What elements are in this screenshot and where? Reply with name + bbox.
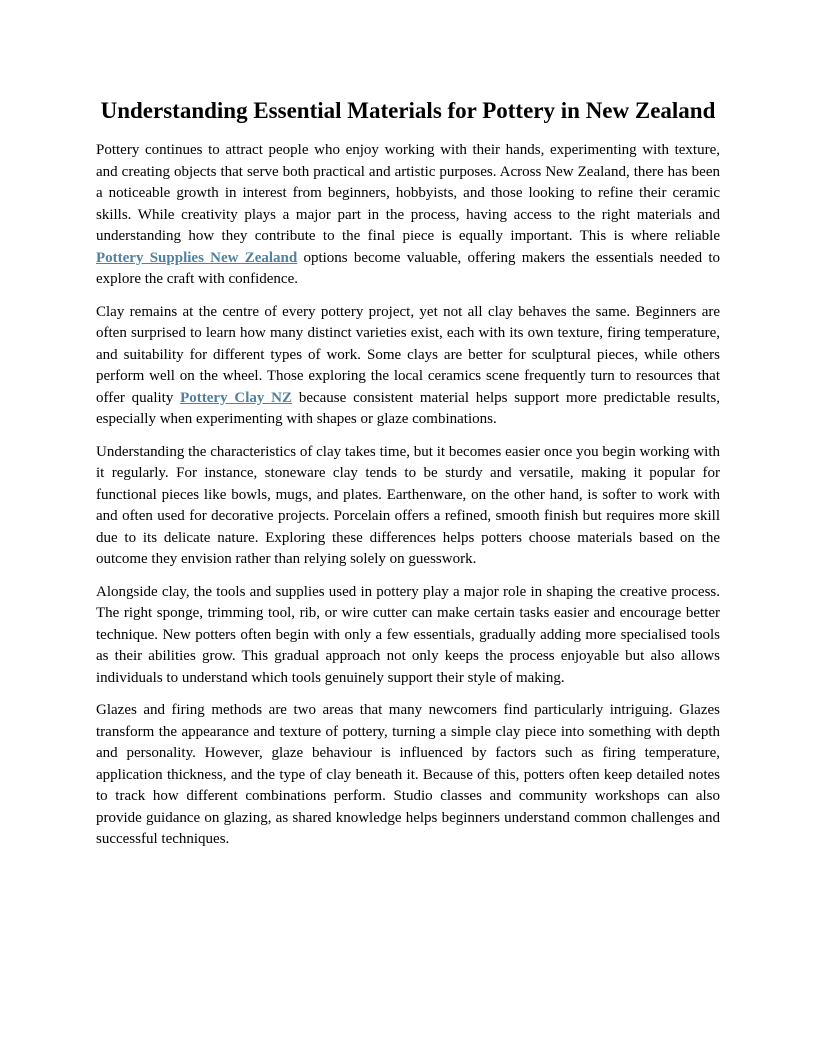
paragraph-glazes: Glazes and firing methods are two areas that many newcomers find particularly intriguing. Glazes transform the appearance and texture of pottery, turning a simple clay piece into something with depth and personality. However, glaze behaviour is influenced by factors such as firing temperature, application thickness, and the type of clay beneath it. Because of this, potters often keep detailed notes to track how different combinations perform. Studio classes and community workshops can also provide guidance on glazing, as shared knowledge helps beginners understand common challenges and successful techniques.	[96, 702, 720, 847]
paragraph-text: Clay remains at the centre of every pottery project, yet not all clay behaves the same. Beginners are often surprised to learn how many distinct varieties exist, each with its own texture, firing temperature, and suitability for different types of work. Some clays are better for sculptural pieces, while others perform well on the wheel. Those exploring the local ceramics scene frequently turn to resources that offer quality	[96, 303, 720, 406]
document-title: Understanding Essential Materials for Pottery in New Zealand	[100, 98, 716, 123]
paragraph-text: options become valuable, offering makers the essentials needed to explore the craft with confidence.	[96, 249, 720, 287]
pottery-supplies-link[interactable]: Pottery Supplies New Zealand	[96, 249, 298, 266]
paragraph-text: Pottery continues to attract people who enjoy working with their hands, experimenting with texture, and creating objects that serve both practical and artistic purposes. Across New Zealand, there has been a noticeable growth in interest from beginners, hobbyists, and those looking to refine their ceramic skills. While creativity plays a major part in the process, having access to the right materials and understanding how they contribute to the final piece is equally important. This is where reliable	[96, 142, 720, 244]
paragraph-clay-characteristics: Understanding the characteristics of clay takes time, but it becomes easier once you begin working with it regularly. For instance, stoneware clay tends to be sturdy and versatile, making it popular for functional pieces like bowls, mugs, and plates. Earthenware, on the other hand, is softer to work with and often used for decorative projects. Porcelain offers a refined, smooth finish but requires more skill due to its delicate nature. Exploring these differences helps potters choose materials based on the outcome they envision rather than relying solely on guesswork.	[96, 443, 720, 567]
document-page	[96, 95, 720, 862]
paragraph-tools: Alongside clay, the tools and supplies used in pottery play a major role in shaping the creative process. The right sponge, trimming tool, rib, or wire cutter can make certain tasks easier and encourage better technique. New potters often begin with only a few essentials, gradually adding more specialised tools as their abilities grow. This gradual approach not only keeps the process enjoyable but also allows individuals to understand which tools genuinely support their style of making.	[96, 583, 720, 686]
paragraph-clay	[96, 302, 720, 431]
paragraph-intro	[96, 140, 720, 291]
pottery-clay-link[interactable]: Pottery Clay NZ	[180, 389, 293, 406]
paragraph-text: because consistent material helps support more predictable results, especially when experimenting with shapes or glaze combinations.	[96, 389, 720, 427]
